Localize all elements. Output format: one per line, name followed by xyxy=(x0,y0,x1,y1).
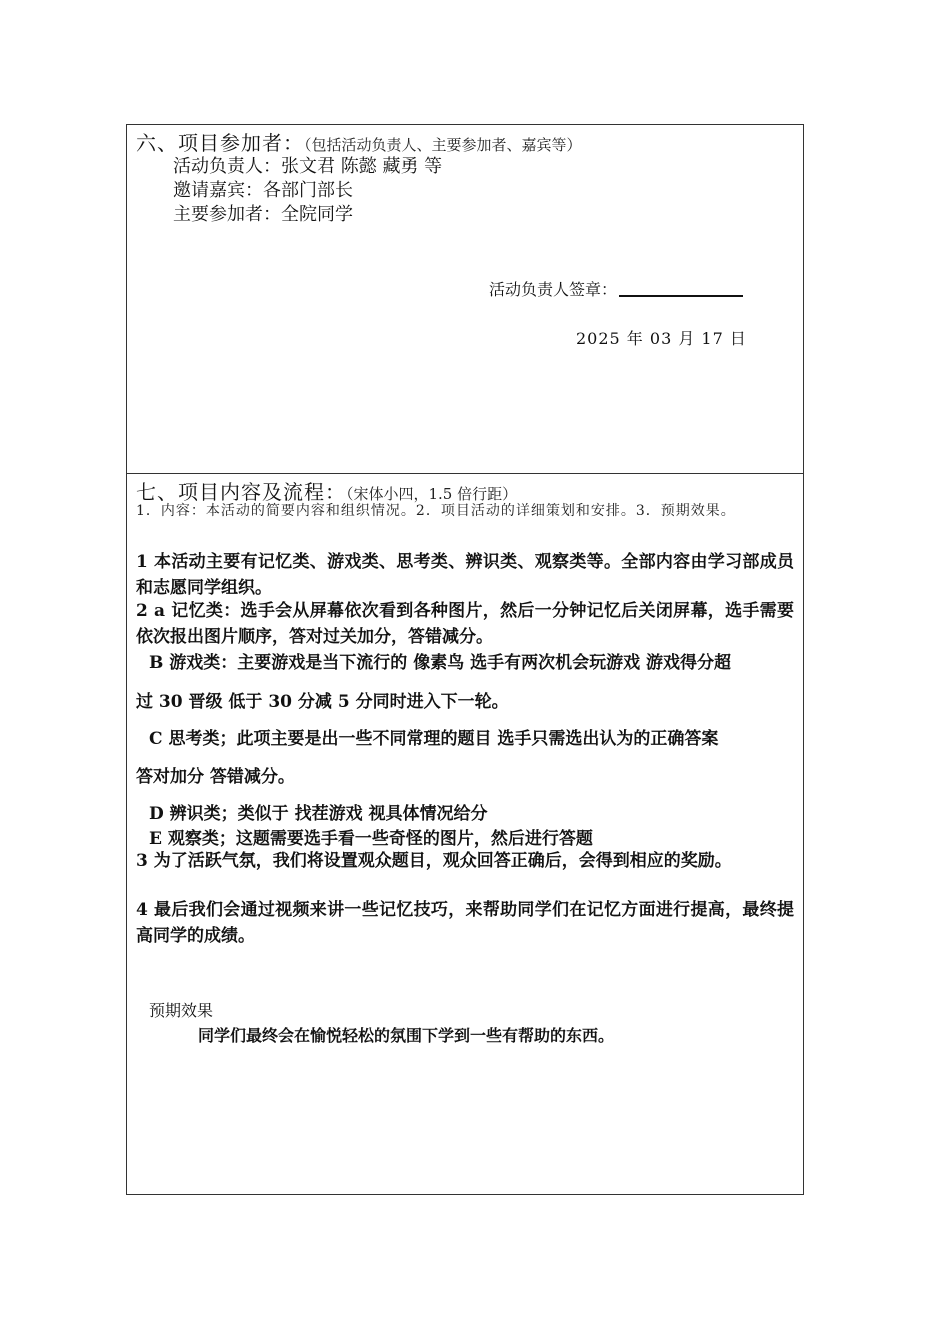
signature-blank xyxy=(619,281,743,297)
participants-note: （包括活动负责人、主要参加者、嘉宾等） xyxy=(304,136,582,154)
effect-label: 预期效果 xyxy=(149,1001,214,1020)
item-2c-line2: 答对加分 答错减分。 xyxy=(136,767,295,787)
content-title: 七、项目内容及流程： xyxy=(136,480,346,504)
participants-cell xyxy=(127,125,803,474)
item-2c-line1: C 思考类；此项主要是出一些不同常理的题目 选手只需选出认为的正确答案 xyxy=(149,729,719,749)
signature-row xyxy=(489,277,743,300)
item-2a: 2 a 记忆类：选手会从屏幕依次看到各种图片，然后一分钟记忆后关闭屏幕，选手需要依次报出图片顺序，答对过关加分，答错减分。 xyxy=(136,601,794,647)
item-1: 1 本活动主要有记忆类、游戏类、思考类、辨识类、观察类等。全部内容由学习部成员和志愿同学组织。 xyxy=(136,552,794,598)
item-4: 4 最后我们会通过视频来讲一些记忆技巧，来帮助同学们在记忆方面进行提高，最终提高同学的成绩。 xyxy=(136,900,794,946)
signature-label: 活动负责人签章： xyxy=(489,280,618,299)
item-2b-line1: B 游戏类：主要游戏是当下流行的 像素鸟 选手有两次机会玩游戏 游戏得分超 xyxy=(149,653,732,673)
item-2d: D 辨识类；类似于 找茬游戏 视具体情况给分 xyxy=(149,804,488,824)
item-3: 3 为了活跃气氛，我们将设置观众题目，观众回答正确后，会得到相应的奖励。 xyxy=(136,851,732,871)
participants-line: 主要参加者：全院同学 xyxy=(173,204,353,225)
proposal-form-table xyxy=(126,124,804,1195)
content-note: （宋体小四，1.5 倍行距） xyxy=(346,485,518,503)
participants-title: 六、项目参加者： xyxy=(136,131,304,155)
item-2e: E 观察类；这题需要选手看一些奇怪的图片，然后进行答题 xyxy=(149,829,593,849)
content-intro: 1．内容：本活动的简要内容和组织情况。2．项目活动的详细策划和安排。3．预期效果。 xyxy=(136,503,736,519)
signature-date: 2025 年 03 月 17 日 xyxy=(576,329,747,348)
leader-line: 活动负责人：张文君 陈懿 藏勇 等 xyxy=(173,156,443,177)
content-flow-cell xyxy=(127,474,803,1194)
item-2b-line2: 过 30 晋级 低于 30 分减 5 分同时进入下一轮。 xyxy=(136,692,509,712)
guests-line: 邀请嘉宾：各部门部长 xyxy=(173,180,353,201)
effect-text: 同学们最终会在愉悦轻松的氛围下学到一些有帮助的东西。 xyxy=(198,1026,615,1045)
